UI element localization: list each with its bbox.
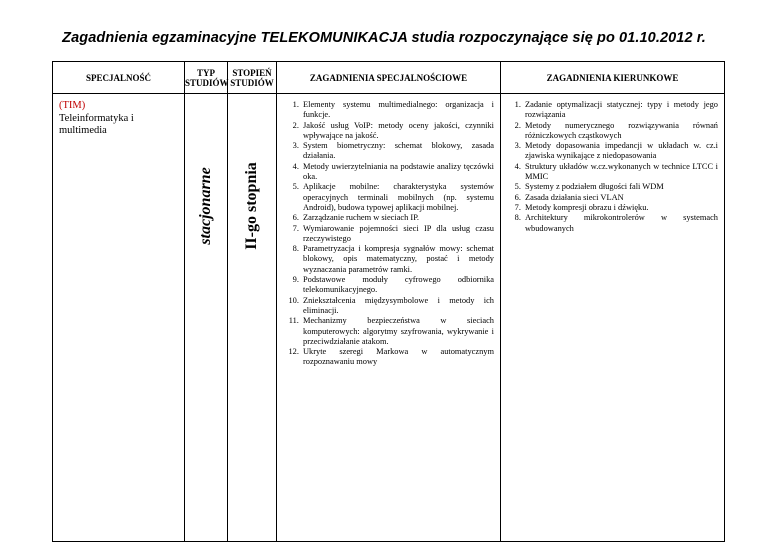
list-item: 2. Jakość usług VoIP: metody oceny jakości, czynniki wpływające na jakość. — [301, 121, 494, 142]
study-type-text: stacjonarne — [197, 167, 214, 245]
header-specjalnosc: SPECJALNOŚĆ — [53, 62, 185, 94]
list-item: 8. Parametryzacja i kompresja sygnałów mowy: schemat blokowy, opis matematyczny, postać i metody wyznaczania parametrów ramki. — [301, 244, 494, 275]
list-item: 5. Systemy z podziałem długości fali WDM — [523, 182, 718, 192]
specialization-topics-cell — [277, 94, 501, 542]
list-item: 3. System biometryczny: schemat blokowy, zasada działania. — [301, 141, 494, 162]
specialization-name: Teleinformatyka i multimedia — [59, 112, 134, 136]
list-item: 3. Metody dopasowania impedancji w układach w. cz.i zjawiska wynikające z niedopasowania — [523, 141, 718, 162]
exam-topics-table — [52, 61, 725, 542]
list-item: 1. Zadanie optymalizacji statycznej: typy i metody jego rozwiązania — [523, 100, 718, 121]
list-item: 6. Zasada działania sieci VLAN — [523, 193, 718, 203]
list-item: 11. Mechanizmy bezpieczeństwa w sieciach komputerowych: algorytmy szyfrowania, wykrywanie i przeciwdziałanie atakom. — [301, 316, 494, 347]
field-topics-list — [501, 94, 724, 234]
specialization-cell — [53, 94, 185, 542]
study-type-cell — [185, 94, 228, 542]
list-item: 7. Metody kompresji obrazu i dźwięku. — [523, 203, 718, 213]
table-row — [53, 94, 725, 542]
field-topics-cell — [501, 94, 725, 542]
specialization-code: (TIM) — [59, 100, 86, 111]
list-item: 9. Podstawowe moduły cyfrowego odbiornika telekomunikacyjnego. — [301, 275, 494, 296]
study-level-text: II-go stopnia — [243, 162, 260, 250]
list-item: 4. Metody uwierzytelniania na podstawie analizy tęczówki oka. — [301, 162, 494, 183]
list-item: 2. Metody numerycznego rozwiązywania równań różniczkowych cząstkowych — [523, 121, 718, 142]
header-stopien-studiow: STOPIEŃ STUDIÓW — [228, 62, 277, 94]
document-title: Zagadnienia egzaminacyjne TELEKOMUNIKACJA studia rozpoczynające się po 01.10.2012 r. — [62, 30, 706, 46]
header-zagadnienia-specjalnosciowe: ZAGADNIENIA SPECJALNOŚCIOWE — [277, 62, 501, 94]
list-item: 7. Wymiarowanie pojemności sieci IP dla usług czasu rzeczywistego — [301, 224, 494, 245]
study-level-cell — [228, 94, 277, 542]
list-item: 12. Ukryte szeregi Markowa w automatycznym rozpoznawaniu mowy — [301, 347, 494, 368]
list-item: 5. Aplikacje mobilne: charakterystyka systemów operacyjnych terminali mobilnych (np. systemu Android), budowa typowej aplikacji mobilnej. — [301, 182, 494, 213]
list-item: 10. Zniekształcenia międzysymbolowe i metody ich eliminacji. — [301, 296, 494, 317]
list-item: 4. Struktury układów w.cz.wykonanych w technice LTCC i MMIC — [523, 162, 718, 183]
header-typ-studiow: TYP STUDIÓW — [185, 62, 228, 94]
specialization-topics-list — [277, 94, 500, 368]
list-item: 1. Elementy systemu multimedialnego: organizacja i funkcje. — [301, 100, 494, 121]
list-item: 6. Zarządzanie ruchem w sieciach IP. — [301, 213, 494, 223]
list-item: 8. Architektury mikrokontrolerów w systemach wbudowanych — [523, 213, 718, 234]
header-zagadnienia-kierunkowe: ZAGADNIENIA KIERUNKOWE — [501, 62, 725, 94]
header-row — [53, 62, 725, 94]
